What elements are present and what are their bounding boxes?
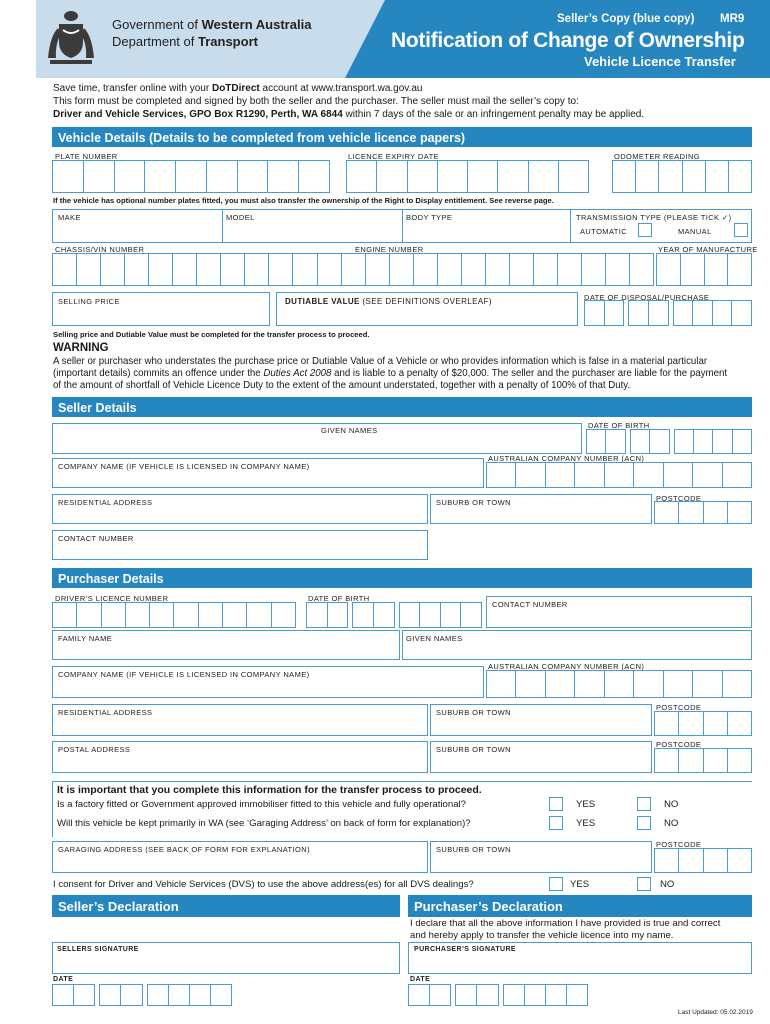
seller-suburb-label: SUBURB OR TOWN — [436, 498, 511, 507]
garaging-address-label: GARAGING ADDRESS (SEE BACK OF FORM FOR EXPLANATION) — [58, 845, 310, 854]
expiry-input[interactable] — [346, 160, 589, 193]
purchaser-declaration-text2: and hereby apply to transfer the vehicle licence into my name. — [410, 930, 674, 941]
mail-deadline: within 7 days of the sale or an infringement penalty may be applied. — [342, 109, 645, 120]
plate-label: PLATE NUMBER — [55, 152, 118, 161]
odometer-label: ODOMETER READING — [614, 152, 700, 161]
garaging-suburb-label: SUBURB OR TOWN — [436, 845, 511, 854]
seller-declaration-heading: Seller’s Declaration — [52, 895, 400, 917]
expiry-label: LICENCE EXPIRY DATE — [348, 152, 439, 161]
no-label: NO — [660, 879, 675, 890]
warning-title: WARNING — [53, 342, 109, 354]
divider — [222, 209, 223, 243]
no-label: NO — [664, 799, 679, 810]
seller-dob-label: DATE OF BIRTH — [588, 421, 650, 430]
purchaser-dob-input[interactable] — [306, 602, 482, 628]
purchaser-contact-label: CONTACT NUMBER — [492, 600, 568, 609]
dept-name: Transport — [198, 34, 258, 49]
seller-signature-label: SELLERS SIGNATURE — [57, 946, 139, 953]
seller-contact-label: CONTACT NUMBER — [58, 534, 134, 543]
dutiable-note: (SEE DEFINITIONS OVERLEAF) — [359, 297, 492, 306]
intro-text-a: Save time, transfer online with your — [53, 83, 212, 94]
vehicle-details-heading: Vehicle Details (Details to be completed from vehicle licence papers) — [52, 127, 752, 147]
warning-line1: A seller or purchaser who understates the purchase price or Dutiable Value of a Vehicle or who provides information which is false in a material particular — [53, 356, 708, 367]
no-label: NO — [664, 818, 679, 829]
purchaser-details-heading: Purchaser Details — [52, 568, 752, 588]
coat-of-arms-icon — [44, 8, 98, 68]
plate-input[interactable] — [52, 160, 330, 193]
consent-question: I consent for Driver and Vehicle Services (DVS) to use the above address(es) for all DVS dealings? — [53, 879, 474, 890]
gov-prefix: Government of — [112, 17, 202, 32]
seller-postcode-label: POSTCODE — [656, 494, 702, 503]
purchaser-acn-label: AUSTRALIAN COMPANY NUMBER (ACN) — [488, 662, 645, 671]
questions-title: It is important that you complete this information for the transfer process to proceed. — [57, 784, 482, 796]
seller-details-heading: Seller Details — [52, 397, 752, 417]
postal-address-label: POSTAL ADDRESS — [58, 745, 131, 754]
purchaser-postcode-input[interactable] — [654, 711, 752, 736]
purchaser-declaration-text1: I declare that all the above information I have provided is true and correct — [410, 918, 721, 929]
automatic-checkbox[interactable] — [638, 223, 652, 237]
seller-date-input[interactable] — [52, 984, 232, 1006]
purchaser-company-label: COMPANY NAME (IF VEHICLE IS LICENSED IN COMPANY NAME) — [58, 670, 310, 679]
transmission-label: TRANSMISSION TYPE (PLEASE TICK ✓) — [576, 213, 732, 222]
seller-address-label: RESIDENTIAL ADDRESS — [58, 498, 153, 507]
make-label: MAKE — [58, 213, 81, 222]
engine-label: ENGINE NUMBER — [355, 245, 424, 254]
purchaser-address-label: RESIDENTIAL ADDRESS — [58, 708, 153, 717]
dutiable-label: DUTIABLE VALUE — [285, 297, 360, 306]
garaging-no-checkbox[interactable] — [637, 816, 651, 830]
year-label: YEAR OF MANUFACTURE — [658, 245, 758, 254]
body-type-label: BODY TYPE — [406, 213, 453, 222]
disposal-date-label: DATE OF DISPOSAL/PURCHASE — [584, 293, 710, 302]
immobiliser-no-checkbox[interactable] — [637, 797, 651, 811]
gov-name: Western Australia — [201, 17, 312, 32]
purchaser-date-input[interactable] — [408, 984, 588, 1006]
purchaser-dob-label: DATE OF BIRTH — [308, 594, 370, 603]
purchaser-date-label: DATE — [410, 976, 431, 983]
seller-acn-label: AUSTRALIAN COMPANY NUMBER (ACN) — [488, 454, 645, 463]
postal-postcode-input[interactable] — [654, 748, 752, 773]
immobiliser-yes-checkbox[interactable] — [549, 797, 563, 811]
postal-suburb-label: SUBURB OR TOWN — [436, 745, 511, 754]
model-label: MODEL — [226, 213, 255, 222]
mail-address: Driver and Vehicle Services, GPO Box R1290, Perth, WA 6844 — [53, 109, 343, 120]
make-model-body-row — [52, 209, 572, 243]
seller-given-label: GIVEN NAMES — [321, 426, 378, 435]
seller-date-label: DATE — [53, 976, 74, 983]
purchaser-postcode-label: POSTCODE — [656, 703, 702, 712]
selling-price-label: SELLING PRICE — [58, 297, 120, 306]
divider — [402, 209, 403, 243]
purchaser-given-label: GIVEN NAMES — [406, 634, 463, 643]
purchaser-signature-label: PURCHASER’S SIGNATURE — [414, 946, 517, 953]
seller-company-label: COMPANY NAME (IF VEHICLE IS LICENSED IN COMPANY NAME) — [58, 462, 310, 471]
seller-dob-input[interactable] — [586, 429, 752, 454]
yes-label: YES — [576, 818, 596, 829]
postal-postcode-label: POSTCODE — [656, 740, 702, 749]
garaging-yes-checkbox[interactable] — [549, 816, 563, 830]
seller-postcode-input[interactable] — [654, 501, 752, 524]
duties-act: Duties Act 2008 — [263, 368, 332, 379]
price-note: Selling price and Dutiable Value must be completed for the transfer process to proceed. — [53, 330, 370, 339]
purchaser-suburb-label: SUBURB OR TOWN — [436, 708, 511, 717]
last-updated: Last Updated: 05.02.2019 — [678, 1009, 753, 1016]
form-title: Notification of Change of Ownership — [391, 29, 745, 52]
automatic-label: AUTOMATIC — [580, 227, 628, 236]
seller-name-input[interactable] — [52, 423, 582, 454]
consent-no-checkbox[interactable] — [637, 877, 651, 891]
warning-line3: of the amount of shortfall of Vehicle Licence Duty to the extent of the amount understated, together with a penalty of 100% of that Duty. — [53, 380, 631, 391]
plates-note: If the vehicle has optional number plates fitted, you must also transfer the ownership of the Right to Display entitlement. See reverse page. — [53, 196, 554, 205]
form-subtitle: Vehicle Licence Transfer — [584, 54, 736, 69]
form-code: MR9 — [720, 13, 745, 25]
yes-label: YES — [570, 879, 590, 890]
dept-prefix: Department of — [112, 34, 198, 49]
dotdirect-label: DoTDirect — [211, 83, 260, 94]
purchaser-declaration-heading: Purchaser’s Declaration — [408, 895, 752, 917]
warning-line2c: and is liable to a penalty of $20,000. The seller and the purchaser are liable for the payment — [331, 368, 728, 379]
question-garaging: Will this vehicle be kept primarily in WA (see ‘Garaging Address’ on back of form for explanation)? — [57, 818, 471, 829]
garaging-postcode-input[interactable] — [654, 848, 752, 873]
licence-input[interactable] — [52, 602, 296, 628]
yes-label: YES — [576, 799, 596, 810]
intro-instructions: This form must be completed and signed by both the seller and the purchaser. The seller must mail the seller’s copy to: — [53, 96, 579, 107]
chassis-engine-input[interactable] — [52, 253, 654, 286]
year-input[interactable] — [656, 253, 752, 286]
disposal-date-input[interactable] — [584, 300, 752, 326]
purchaser-acn-input[interactable] — [486, 670, 752, 698]
question-immobiliser: Is a factory fitted or Government approved immobiliser fitted to this vehicle and fully operational? — [57, 799, 467, 810]
manual-checkbox[interactable] — [734, 223, 748, 237]
odometer-input[interactable] — [612, 160, 752, 193]
seller-acn-input[interactable] — [486, 462, 752, 488]
licence-label: DRIVER’S LICENCE NUMBER — [55, 594, 169, 603]
garaging-postcode-label: POSTCODE — [656, 840, 702, 849]
chassis-label: CHASSIS/VIN NUMBER — [55, 245, 145, 254]
copy-label: Seller’s Copy (blue copy) — [557, 13, 695, 25]
warning-line2a: (important details) commits an offence under the — [53, 368, 264, 379]
consent-yes-checkbox[interactable] — [549, 877, 563, 891]
manual-label: MANUAL — [678, 227, 712, 236]
family-name-label: FAMILY NAME — [58, 634, 113, 643]
intro-text-c: account at www.transport.wa.gov.au — [259, 83, 423, 94]
